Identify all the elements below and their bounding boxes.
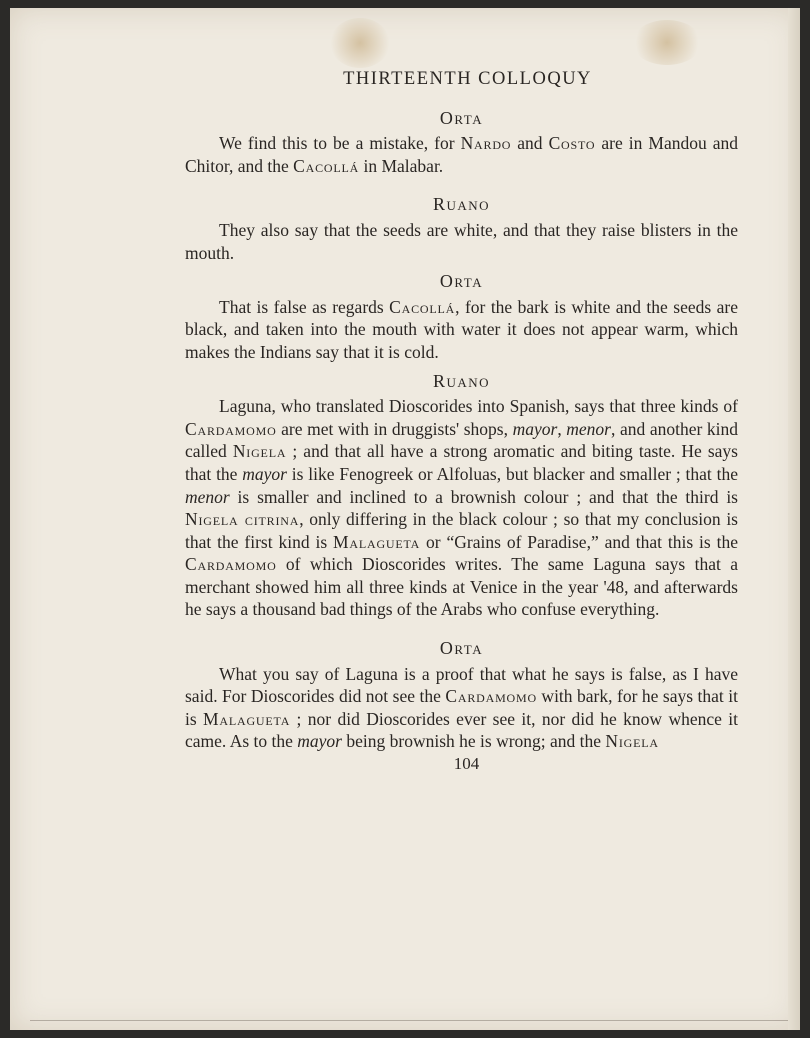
bottom-rule bbox=[30, 1020, 788, 1021]
paragraph: We find this to be a mistake, for Nardo and Costo are in Mandou and Chitor, and the Cacollá in Malabar. bbox=[185, 133, 738, 176]
page-number: 104 bbox=[453, 754, 480, 774]
text-block bbox=[185, 68, 738, 776]
paragraph: That is false as regards Cacollá, for the bark is white and the seeds are black, and taken into the mouth with water it does not appear warm, which makes the Indians say that it is cold. bbox=[185, 296, 738, 362]
speaker-name: Ruano bbox=[432, 194, 491, 215]
speaker-name: Orta bbox=[439, 271, 484, 292]
paragraph: Laguna, who translated Dioscorides into Spanish, says that three kinds of Cardamomo are met with in druggists' shops, mayor, menor, and another kind called Nigela ; and that all have a strong aromatic and biting taste. He says that the mayor is like Fenogreek or Alfoluas, but blacker and smaller ; that the menor is smaller and inclined to a brownish colour ; and that the third is Nigela citrina, only differing in the black colour ; so that my conclusion is that the first kind is Malagueta or “Grains of Paradise,” and that this is the Cardamomo of which Dioscorides writes. The same Laguna says that a merchant showed him all three kinds at Venice in the year '48, and afterwards he says a thousand bad things of the Arabs who confuse everything. bbox=[185, 396, 739, 620]
paragraph: What you say of Laguna is a proof that what he says is false, as I have said. For Dioscorides did not see the Cardamomo with bark, for he says that it is Malagueta ; nor did Dioscorides ever see it, nor did he know whence it came. As to the mayor being brownish he is wrong; and the Nigela bbox=[185, 663, 739, 752]
book-page bbox=[10, 8, 800, 1030]
chapter-heading: THIRTEENTH COLLOQUY bbox=[343, 69, 592, 89]
page-edge bbox=[788, 8, 800, 1030]
speaker-name: Ruano bbox=[432, 370, 491, 391]
foxing-stain bbox=[330, 18, 390, 68]
speaker-name: Orta bbox=[439, 638, 484, 659]
paragraph: They also say that the seeds are white, and that they raise blisters in the mouth. bbox=[185, 219, 738, 263]
speaker-name: Orta bbox=[439, 107, 484, 128]
foxing-stain bbox=[632, 20, 702, 65]
